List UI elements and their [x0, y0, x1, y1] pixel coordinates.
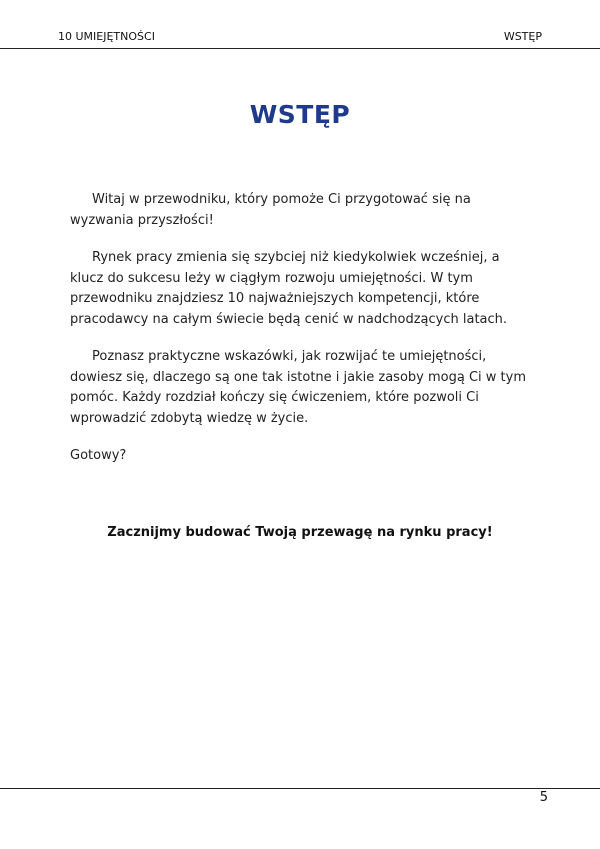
header-chapter-label: WSTĘP: [503, 30, 542, 43]
page-title: WSTĘP: [249, 100, 351, 129]
page-number: 5: [539, 790, 548, 805]
call-to-action: Zacznijmy budować Twoją przewagę na rynku pracy!: [107, 525, 493, 540]
page-header: [58, 30, 542, 43]
paragraph-job-market: Rynek pracy zmienia się szybciej niż kiedykolwiek wcześniej, a klucz do sukcesu leży w ciągłym rozwoju umiejętności. W tym przewodniku znajdziesz 10 najważniejszych kompetencji, które pracodawcy na całym świecie będą cenić w nadchodzących latach.: [70, 250, 508, 327]
header-divider: [0, 48, 600, 49]
intro-text: [70, 190, 532, 484]
paragraph-welcome: Witaj w przewodniku, który pomoże Ci przygotować się na wyzwania przyszłości!: [70, 192, 471, 228]
paragraph-ready: Gotowy?: [70, 448, 127, 463]
paragraph-guide-content: Poznasz praktyczne wskazówki, jak rozwijać te umiejętności, dowiesz się, dlaczego są one tak istotne i jakie zasoby mogą Ci w tym pomóc. Każdy rozdział kończy się ćwiczeniem, które pozwoli Ci wprowadzić zdobytą wiedzę w życie.: [70, 349, 526, 426]
footer-divider: [0, 788, 600, 789]
header-section-label: 10 UMIEJĘTNOŚCI: [58, 30, 155, 43]
